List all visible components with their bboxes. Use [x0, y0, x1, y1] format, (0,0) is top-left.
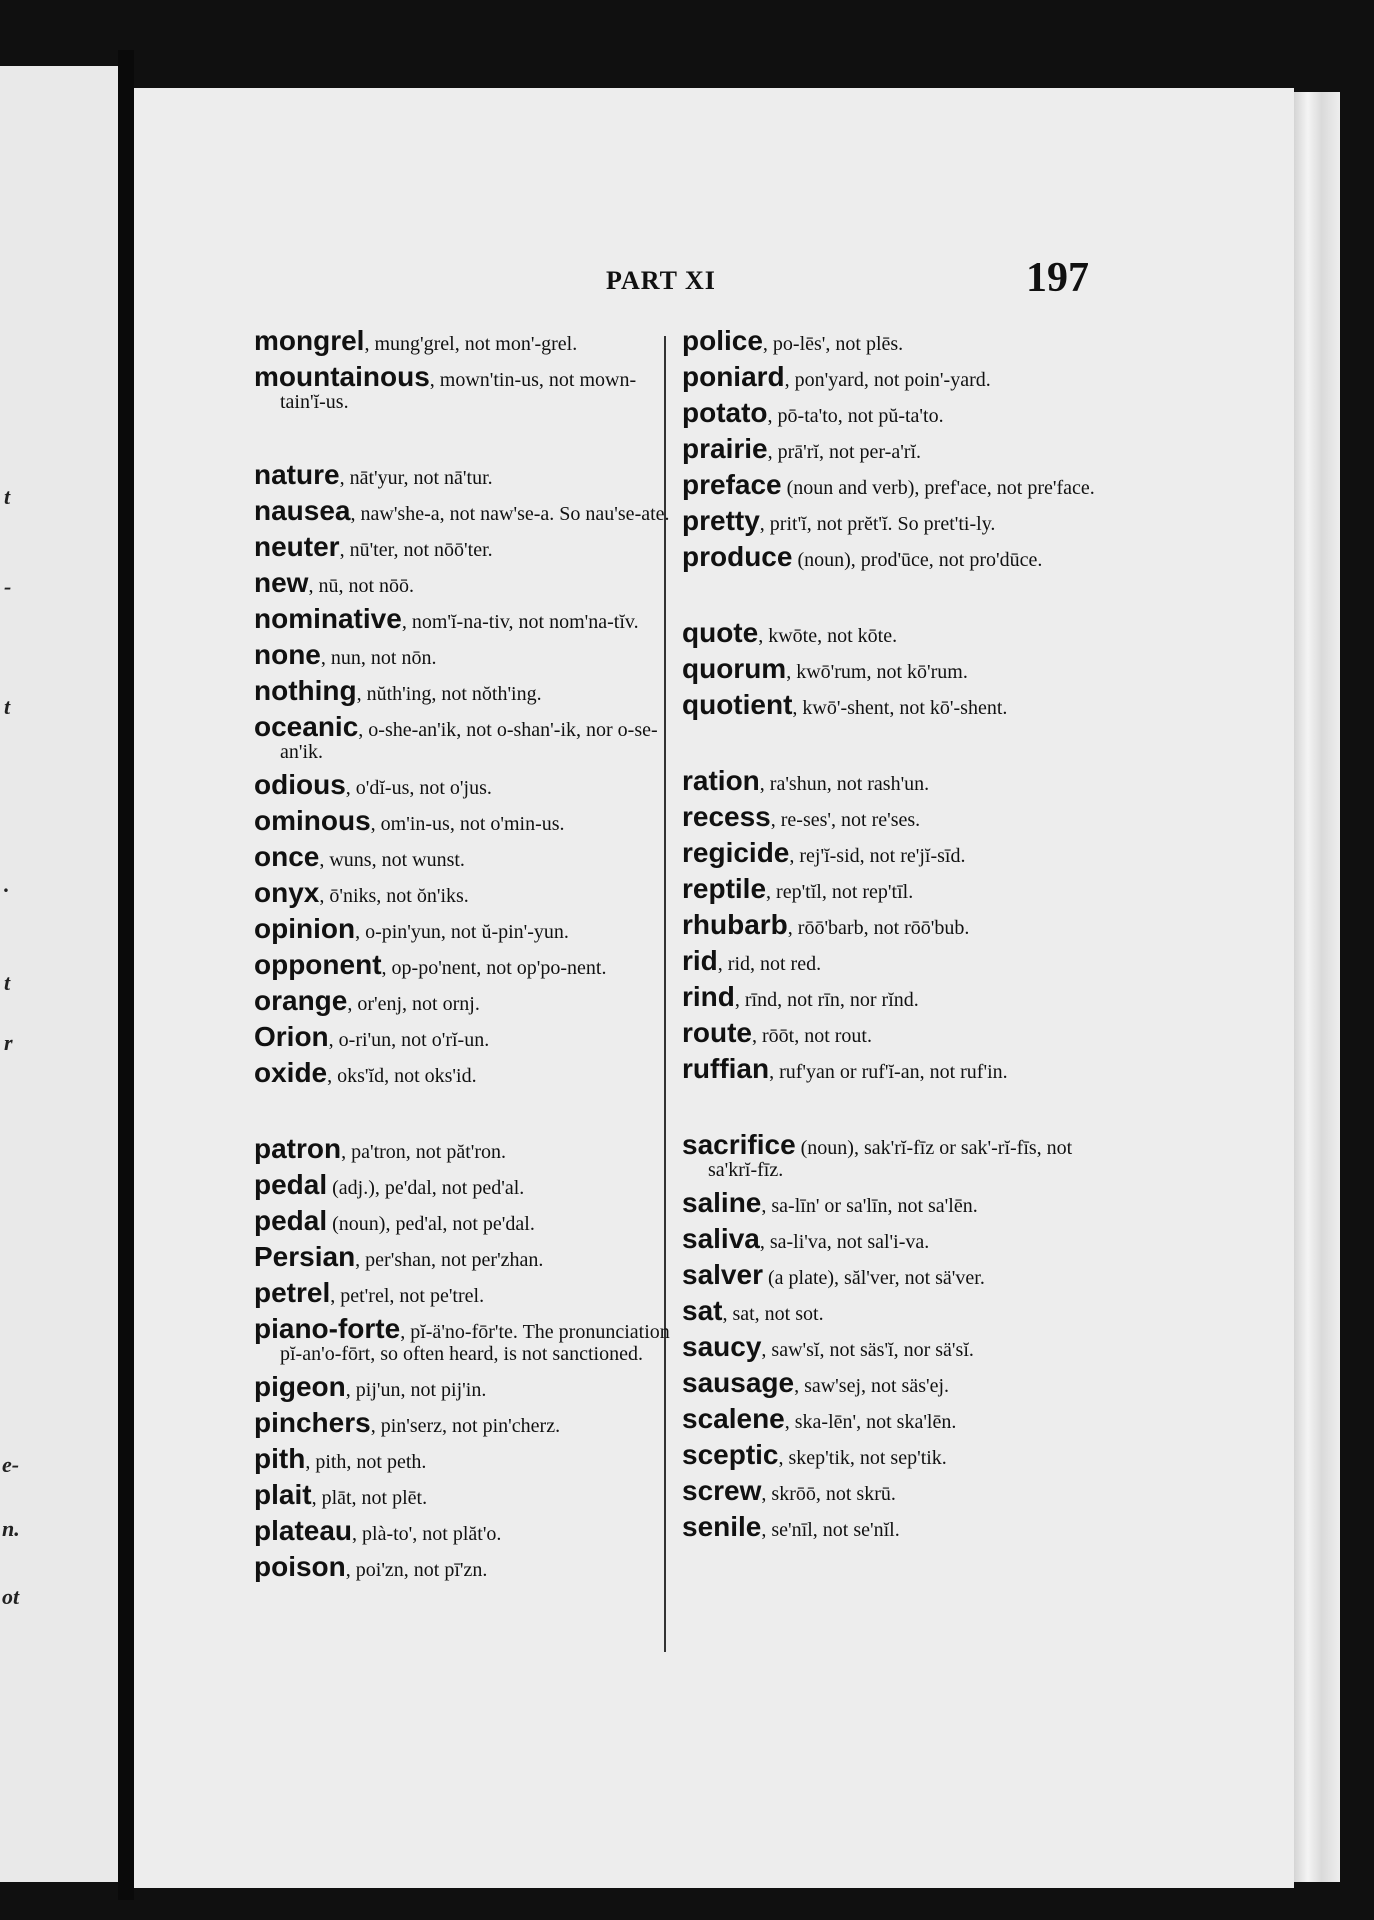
entry-pronunciation: , ō'niks, not ŏn'iks. — [319, 885, 469, 907]
dictionary-entry — [254, 459, 674, 490]
dictionary-entry — [682, 801, 1096, 832]
facing-page-fragment: . — [4, 872, 10, 897]
dictionary-entry — [254, 495, 674, 526]
entry-pronunciation: (noun), sak'rĭ-fīz or sak'-rĭ-fīs, not sa'krĭ-fīz. — [708, 1137, 1073, 1181]
dictionary-entry — [682, 1295, 1096, 1326]
entry-headword: piano-forte — [254, 1313, 401, 1344]
entry-headword: scalene — [682, 1403, 785, 1434]
dictionary-entry — [254, 841, 674, 872]
entry-headword: nature — [254, 459, 340, 490]
entry-pronunciation: , kwōte, not kōte. — [758, 625, 898, 647]
entry-pronunciation: , pith, not peth. — [305, 1451, 427, 1473]
dictionary-entry — [682, 1439, 1096, 1470]
running-head: PART XI — [606, 266, 716, 295]
dictionary-entry — [254, 1313, 674, 1365]
entry-pronunciation: , ra'shun, not rash'un. — [759, 773, 930, 795]
section-gap — [682, 1094, 1096, 1134]
entry-headword: produce — [682, 541, 793, 572]
entry-pronunciation: , pin'serz, not pin'cherz. — [370, 1415, 561, 1437]
entry-headword: none — [254, 639, 321, 670]
entry-headword: quotient — [682, 689, 793, 720]
entry-pronunciation: , sa-līn' or sa'līn, not sa'lēn. — [761, 1195, 978, 1217]
dictionary-entry — [254, 361, 674, 413]
entry-pronunciation: , prā'rĭ, not per-a'rĭ. — [767, 441, 922, 463]
dictionary-entry — [254, 769, 674, 800]
dictionary-entry — [254, 949, 674, 980]
dictionary-entry — [254, 913, 674, 944]
entry-pronunciation: , se'nīl, not se'nĭl. — [761, 1519, 900, 1541]
entry-headword: prairie — [682, 433, 768, 464]
entry-pronunciation: , kwō'rum, not kō'rum. — [786, 661, 968, 683]
dictionary-entry — [682, 981, 1096, 1012]
dictionary-entry — [254, 711, 674, 763]
section-gap — [682, 730, 1096, 770]
entry-pronunciation: , per'shan, not per'zhan. — [355, 1249, 544, 1271]
entry-headword: ration — [682, 765, 760, 796]
dictionary-entry — [682, 1403, 1096, 1434]
facing-page-fragment: ot — [2, 1584, 20, 1609]
entry-pronunciation: , o'dĭ-us, not o'jus. — [345, 777, 492, 799]
entry-pronunciation: , re-ses', not re'ses. — [770, 809, 921, 831]
dictionary-entry — [254, 567, 674, 598]
entry-headword: senile — [682, 1511, 762, 1542]
entry-headword: sceptic — [682, 1439, 779, 1470]
entry-pronunciation: , saw'sĭ, not säs'ĭ, nor sä'sĭ. — [761, 1339, 974, 1361]
dictionary-entry — [254, 1515, 674, 1546]
entry-pronunciation: , pet'rel, not pe'trel. — [330, 1285, 485, 1307]
dictionary-entry — [682, 873, 1096, 904]
entry-headword: oceanic — [254, 711, 359, 742]
entry-headword: pretty — [682, 505, 760, 536]
entry-pronunciation: , rōōt, not rout. — [752, 1025, 872, 1047]
dictionary-entry — [682, 397, 1096, 428]
dictionary-entry — [254, 639, 674, 670]
entry-headword: odious — [254, 769, 346, 800]
dictionary-entry — [254, 675, 674, 706]
section-gap — [254, 424, 674, 464]
entry-headword: Orion — [254, 1021, 329, 1052]
entry-pronunciation: , op-po'nent, not op'po-nent. — [381, 957, 607, 979]
entry-headword: rhubarb — [682, 909, 788, 940]
entry-pronunciation: , pon'yard, not poin'-yard. — [784, 369, 991, 391]
entry-headword: opponent — [254, 949, 382, 980]
entry-headword: poniard — [682, 361, 785, 392]
entry-headword: sacrifice — [682, 1129, 796, 1160]
entry-headword: petrel — [254, 1277, 331, 1308]
entry-headword: plait — [254, 1479, 312, 1510]
entry-headword: once — [254, 841, 320, 872]
entry-headword: patron — [254, 1133, 342, 1164]
dictionary-entry — [682, 837, 1096, 868]
dictionary-entry — [254, 1021, 674, 1052]
entry-headword: salver — [682, 1259, 763, 1290]
dictionary-entry — [254, 1205, 674, 1236]
entry-pronunciation: , o-she-an'ik, not o-shan'-ik, nor o-se-an'ik. — [280, 719, 658, 763]
dictionary-entry — [254, 1443, 674, 1474]
dictionary-entry — [682, 1367, 1096, 1398]
dictionary-entry — [682, 1017, 1096, 1048]
entry-pronunciation: , pō-ta'to, not pŭ-ta'to. — [767, 405, 944, 427]
book-gutter — [118, 50, 134, 1900]
entry-pronunciation: , om'in-us, not o'min-us. — [370, 813, 565, 835]
entry-pronunciation: , rīnd, not rīn, nor rĭnd. — [734, 989, 919, 1011]
entry-headword: reptile — [682, 873, 767, 904]
entry-headword: poison — [254, 1551, 346, 1582]
entry-pronunciation: , rōō'barb, not rōō'bub. — [787, 917, 970, 939]
dictionary-entry — [682, 1129, 1096, 1181]
entry-headword: orange — [254, 985, 348, 1016]
entry-pronunciation: (noun), prod'ūce, not pro'dūce. — [792, 549, 1043, 571]
entry-headword: quote — [682, 617, 759, 648]
entry-pronunciation: , naw'she-a, not naw'se-a. So nau'se-ate. — [350, 503, 670, 525]
entry-headword: sausage — [682, 1367, 795, 1398]
entry-headword: pith — [254, 1443, 306, 1474]
entry-pronunciation: , ruf'yan or ruf'ĭ-an, not ruf'in. — [769, 1061, 1008, 1083]
dictionary-entry — [254, 603, 674, 634]
entry-headword: saline — [682, 1187, 762, 1218]
entry-pronunciation: , ska-lēn', not ska'lēn. — [784, 1411, 957, 1433]
left-column — [254, 325, 674, 1592]
dictionary-entry — [682, 469, 1096, 500]
section-gap — [682, 582, 1096, 622]
entry-headword: mountainous — [254, 361, 430, 392]
dictionary-entry — [682, 1259, 1096, 1290]
facing-page-fragment: - — [4, 574, 12, 599]
entry-headword: rid — [682, 945, 718, 976]
entry-pronunciation: , wuns, not wunst. — [319, 849, 465, 871]
entry-pronunciation: , rid, not red. — [717, 953, 822, 975]
entry-pronunciation: , po-lēs', not plēs. — [762, 333, 904, 355]
dictionary-entry — [254, 325, 674, 356]
page-number: 197 — [1026, 255, 1089, 301]
entry-pronunciation: , nū'ter, not nōō'ter. — [339, 539, 493, 561]
entry-pronunciation: , saw'sej, not säs'ej. — [794, 1375, 950, 1397]
entry-pronunciation: , sat, not sot. — [722, 1303, 824, 1325]
dictionary-entry — [254, 1241, 674, 1272]
entry-pronunciation: , rej'ĭ-sid, not re'jĭ-sīd. — [789, 845, 966, 867]
entry-pronunciation: , nū, not nōō. — [308, 575, 415, 597]
entry-pronunciation: , mung'grel, not mon'-grel. — [364, 333, 578, 355]
entry-headword: police — [682, 325, 763, 356]
entry-pronunciation: , skep'tik, not sep'tik. — [778, 1447, 947, 1469]
entry-headword: ruffian — [682, 1053, 770, 1084]
entry-headword: oxide — [254, 1057, 328, 1088]
dictionary-entry — [254, 985, 674, 1016]
dictionary-entry — [682, 541, 1096, 572]
dictionary-entry — [682, 945, 1096, 976]
dictionary-entry — [682, 1331, 1096, 1362]
dictionary-entry — [682, 1475, 1096, 1506]
entry-headword: regicide — [682, 837, 790, 868]
entry-pronunciation: , poi'zn, not pī'zn. — [345, 1559, 488, 1581]
entry-headword: nominative — [254, 603, 402, 634]
dictionary-entry — [254, 805, 674, 836]
entry-headword: saucy — [682, 1331, 762, 1362]
entry-pronunciation: , plà-to', not plăt'o. — [352, 1523, 502, 1545]
entry-pronunciation: , nun, not nōn. — [320, 647, 437, 669]
dictionary-entry — [682, 765, 1096, 796]
dictionary-entry — [254, 877, 674, 908]
entry-headword: onyx — [254, 877, 320, 908]
dictionary-entry — [682, 1223, 1096, 1254]
entry-headword: preface — [682, 469, 782, 500]
dictionary-entry — [254, 531, 674, 562]
dictionary-entry — [682, 689, 1096, 720]
dictionary-entry — [254, 1057, 674, 1088]
entry-pronunciation: , rep'tĭl, not rep'tīl. — [766, 881, 914, 903]
dictionary-entry — [682, 361, 1096, 392]
entry-pronunciation: , mown'tin-us, not mown-tain'ĭ-us. — [280, 369, 637, 413]
dictionary-entry — [682, 909, 1096, 940]
entry-headword: new — [254, 567, 309, 598]
facing-page-fragment: t — [4, 484, 11, 509]
entry-pronunciation: , or'enj, not ornj. — [347, 993, 480, 1015]
entry-headword: pedal — [254, 1169, 328, 1200]
dictionary-entry — [682, 325, 1096, 356]
right-column — [682, 325, 1096, 1552]
dictionary-entry — [682, 1187, 1096, 1218]
entry-headword: sat — [682, 1295, 723, 1326]
entry-headword: pigeon — [254, 1371, 346, 1402]
facing-page-fragment: e- — [2, 1452, 20, 1477]
entry-headword: ominous — [254, 805, 371, 836]
entry-pronunciation: , prit'ĭ, not prĕt'ĭ. So pret'ti-ly. — [759, 513, 996, 535]
entry-headword: saliva — [682, 1223, 760, 1254]
facing-page-fragment: n. — [2, 1516, 20, 1541]
dictionary-entry — [254, 1277, 674, 1308]
entry-pronunciation: , pĭ-ä'no-fōr'te. The pronunciation pĭ-an'o-fōrt, so often heard, is not sanctioned. — [280, 1321, 670, 1365]
dictionary-entry — [254, 1407, 674, 1438]
section-gap — [254, 1098, 674, 1138]
entry-headword: mongrel — [254, 325, 365, 356]
dictionary-entry — [254, 1169, 674, 1200]
page-edges — [1294, 92, 1340, 1882]
dictionary-entry — [254, 1133, 674, 1164]
dictionary-entry — [682, 433, 1096, 464]
entry-pronunciation: , o-pin'yun, not ŭ-pin'-yun. — [355, 921, 569, 943]
entry-headword: nausea — [254, 495, 351, 526]
dictionary-entry — [254, 1551, 674, 1582]
entry-pronunciation: , pij'un, not pij'in. — [345, 1379, 487, 1401]
entry-headword: potato — [682, 397, 768, 428]
entry-pronunciation: , plāt, not plēt. — [311, 1487, 428, 1509]
entry-headword: screw — [682, 1475, 762, 1506]
dictionary-entry — [682, 1511, 1096, 1542]
facing-page-fragment: r — [4, 1030, 13, 1055]
facing-page-fragment: t — [4, 970, 11, 995]
entry-pronunciation: , nŭth'ing, not nŏth'ing. — [356, 683, 542, 705]
entry-pronunciation: , sa-li'va, not sal'i-va. — [759, 1231, 930, 1253]
entry-headword: Persian — [254, 1241, 356, 1272]
entry-headword: recess — [682, 801, 771, 832]
entry-headword: opinion — [254, 913, 356, 944]
facing-page-fragment: t — [4, 694, 11, 719]
entry-pronunciation: , nom'ĭ-na-tiv, not nom'na-tĭv. — [401, 611, 639, 633]
entry-headword: pedal — [254, 1205, 328, 1236]
entry-headword: quorum — [682, 653, 787, 684]
entry-pronunciation: , kwō'-shent, not kō'-shent. — [792, 697, 1008, 719]
entry-pronunciation: (noun and verb), pref'ace, not pre'face. — [781, 477, 1095, 499]
entry-pronunciation: , oks'ĭd, not oks'id. — [327, 1065, 477, 1087]
entry-headword: rind — [682, 981, 735, 1012]
dictionary-entry — [254, 1479, 674, 1510]
dictionary-entry — [682, 653, 1096, 684]
entry-headword: plateau — [254, 1515, 353, 1546]
entry-headword: nothing — [254, 675, 357, 706]
entry-pronunciation: , pa'tron, not păt'ron. — [341, 1141, 507, 1163]
entry-headword: route — [682, 1017, 752, 1048]
dictionary-entry — [682, 1053, 1096, 1084]
entry-pronunciation: , nāt'yur, not nā'tur. — [339, 467, 493, 489]
entry-pronunciation: , skrōō, not skrū. — [761, 1483, 896, 1505]
dictionary-entry — [682, 505, 1096, 536]
entry-pronunciation: , o-ri'un, not o'rĭ-un. — [328, 1029, 490, 1051]
dictionary-entry — [254, 1371, 674, 1402]
dictionary-entry — [682, 617, 1096, 648]
entry-headword: pinchers — [254, 1407, 371, 1438]
entry-pronunciation: (noun), ped'al, not pe'dal. — [327, 1213, 535, 1235]
entry-pronunciation: (adj.), pe'dal, not ped'al. — [327, 1177, 525, 1199]
entry-pronunciation: (a plate), săl'ver, not sä'ver. — [762, 1267, 985, 1289]
entry-headword: neuter — [254, 531, 340, 562]
